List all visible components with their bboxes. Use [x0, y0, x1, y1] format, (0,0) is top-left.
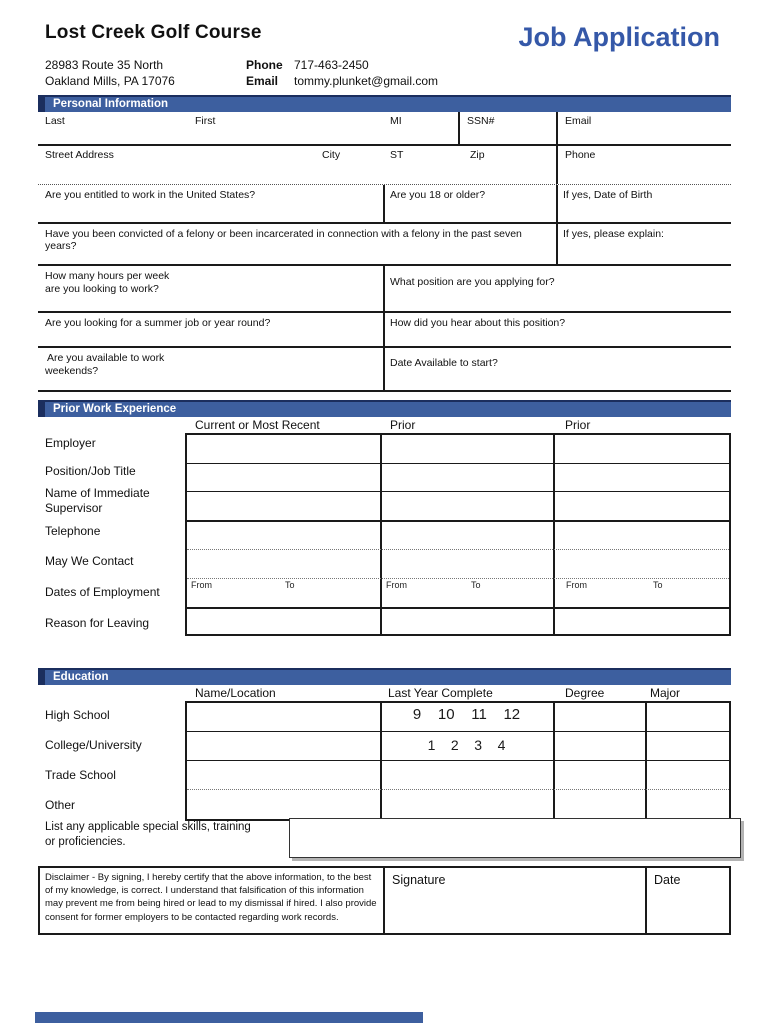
address-line-2: Oakland Mills, PA 17076 — [45, 74, 175, 88]
weekends-question-line1: Are you available to work — [47, 352, 165, 364]
street-address-label: Street Address — [45, 149, 114, 161]
edu-column-header-name-location: Name/Location — [195, 686, 276, 700]
divider — [556, 185, 558, 222]
work-experience-grid[interactable] — [185, 433, 731, 636]
divider — [187, 549, 729, 550]
divider — [556, 112, 558, 144]
divider — [187, 607, 729, 609]
work-row-label-supervisor: Name of Immediate Supervisor — [45, 486, 150, 515]
date-input-area[interactable] — [647, 868, 729, 933]
section-header-education: Education — [38, 668, 731, 685]
skills-input-box[interactable] — [289, 818, 741, 858]
edu-column-header-last-year: Last Year Complete — [388, 686, 493, 700]
hours-position-row[interactable] — [38, 266, 731, 313]
weekends-question-line2: weekends? — [45, 365, 99, 377]
from-label-col1: From — [191, 580, 212, 590]
divider — [187, 760, 729, 761]
divider — [383, 266, 385, 311]
email-field-label: Email — [565, 115, 592, 127]
work-row-label-telephone: Telephone — [45, 524, 101, 538]
divider — [556, 146, 558, 184]
first-name-label: First — [195, 115, 216, 127]
signature-input-area[interactable] — [385, 868, 645, 933]
divider — [380, 435, 382, 634]
edu-row-label-trade-school: Trade School — [45, 768, 116, 782]
divider — [187, 520, 729, 522]
divider — [556, 224, 558, 264]
age-18-question: Are you 18 or older? — [390, 189, 486, 201]
address-row[interactable] — [38, 146, 731, 185]
weekends-date-row[interactable] — [38, 348, 731, 392]
felony-question: Have you been convicted of a felony or been incarcerated in connection with a felony in the past seven years? — [45, 228, 522, 252]
name-row[interactable] — [38, 112, 731, 146]
divider — [187, 463, 729, 464]
summer-or-year-round-question: Are you looking for a summer job or year round? — [45, 317, 271, 329]
edu-column-header-degree: Degree — [565, 686, 605, 700]
hours-question-line1: How many hours per week — [45, 270, 170, 282]
date-of-birth-label: If yes, Date of Birth — [563, 189, 653, 201]
work-row-label-position: Position/Job Title — [45, 464, 136, 478]
to-label-col3: To — [653, 580, 663, 590]
divider — [187, 789, 729, 790]
felony-row[interactable] — [38, 224, 731, 266]
divider — [458, 112, 460, 144]
edu-row-label-high-school: High School — [45, 708, 110, 722]
from-label-col2: From — [386, 580, 407, 590]
to-label-col2: To — [471, 580, 481, 590]
address-line-1: 28983 Route 35 North — [45, 58, 164, 72]
skills-label-line1: List any applicable special skills, training — [45, 821, 251, 833]
page-title: Job Application — [518, 22, 720, 52]
divider — [553, 703, 555, 819]
divider — [187, 731, 729, 732]
divider — [553, 435, 555, 634]
position-question: What position are you applying for? — [390, 276, 555, 288]
divider — [187, 491, 729, 492]
date-label: Date — [654, 873, 681, 887]
work-column-header-prior-1: Prior — [390, 418, 416, 432]
work-row-label-dates: Dates of Employment — [45, 585, 160, 599]
edu-column-header-major: Major — [650, 686, 681, 700]
work-row-label-may-we-contact: May We Contact — [45, 554, 134, 568]
city-label: City — [322, 149, 341, 161]
work-column-header-prior-2: Prior — [565, 418, 591, 432]
how-did-you-hear-question: How did you hear about this position? — [390, 317, 566, 329]
divider — [383, 185, 385, 222]
last-name-label: Last — [45, 115, 65, 127]
to-label-col1: To — [285, 580, 295, 590]
edu-row-label-other: Other — [45, 798, 76, 812]
felony-explain-label: If yes, please explain: — [563, 228, 664, 240]
divider — [383, 348, 385, 390]
signature-label: Signature — [392, 873, 446, 887]
phone-field-label: Phone — [565, 149, 596, 161]
divider — [645, 703, 647, 819]
edu-row-label-college: College/University — [45, 738, 142, 752]
next-section-bar-cutoff — [35, 1012, 423, 1023]
work-column-header-current: Current or Most Recent — [195, 418, 320, 432]
hours-question-line2: are you looking to work? — [45, 283, 159, 295]
divider — [383, 313, 385, 346]
work-eligibility-row[interactable] — [38, 185, 731, 224]
disclaimer-signature-block — [38, 866, 731, 935]
date-available-question: Date Available to start? — [390, 357, 498, 369]
work-row-label-employer: Employer — [45, 436, 96, 450]
work-row-label-reason: Reason for Leaving — [45, 616, 150, 630]
section-header-personal-information: Personal Information — [38, 95, 731, 112]
company-name: Lost Creek Golf Course — [45, 22, 262, 43]
middle-initial-label: MI — [390, 115, 402, 127]
phone-label: Phone — [246, 58, 283, 72]
high-school-year-options[interactable]: 9 10 11 12 — [412, 706, 521, 723]
email-label: Email — [246, 74, 279, 88]
divider — [187, 578, 729, 579]
state-label: ST — [390, 149, 404, 161]
phone-value: 717-463-2450 — [294, 58, 369, 72]
from-label-col3: From — [566, 580, 587, 590]
summer-hear-row[interactable] — [38, 313, 731, 348]
zip-label: Zip — [470, 149, 485, 161]
entitled-to-work-question: Are you entitled to work in the United States? — [45, 189, 256, 201]
email-value: tommy.plunket@gmail.com — [294, 74, 438, 88]
disclaimer-text: Disclaimer - By signing, I hereby certify that the above information, to the best of my knowledge, is correct. I understand that falsification of this information may prevent me from being hired or lead to my dismissal if hired. I also provide consent for former employers to be contacted regarding work records. — [45, 872, 377, 923]
college-year-options[interactable]: 1 2 3 4 — [427, 737, 506, 753]
skills-label-line2: or proficiencies. — [45, 836, 126, 848]
ssn-label: SSN# — [467, 115, 495, 127]
section-header-prior-work-experience: Prior Work Experience — [38, 400, 731, 417]
